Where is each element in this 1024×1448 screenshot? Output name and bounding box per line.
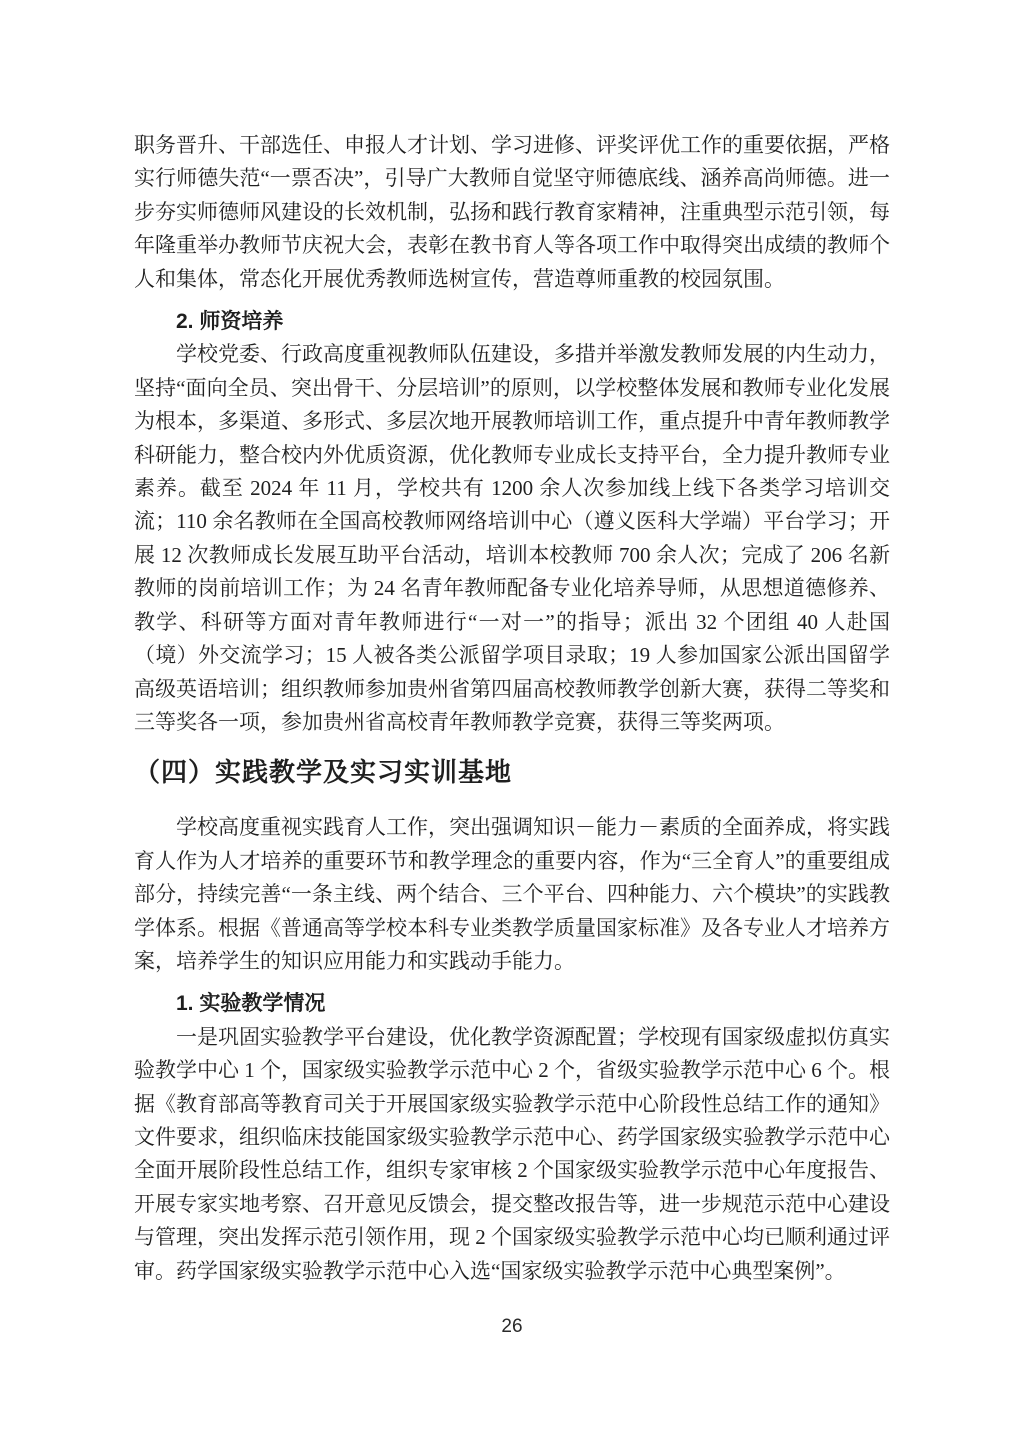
- paragraph-practice-overview: 学校高度重视实践育人工作，突出强调知识－能力－素质的全面养成，将实践育人作为人才培养的重要环节和教学理念的重要内容，作为“三全育人”的重要组成部分，持续完善“一条主线、两个结合、三个平台、四种能力、六个模块”的实践教学体系。根据《普通高等学校本科专业类教学质量国家标准》及各专业人才培养方案，培养学生的知识应用能力和实践动手能力。: [134, 815, 890, 973]
- page-content: [134, 129, 890, 1288]
- page-number: 26: [501, 1316, 523, 1337]
- heading-experiment-teaching: 1. 实验教学情况: [176, 992, 326, 1016]
- heading-practice-teaching-base: （四）实践教学及实习实训基地: [134, 757, 513, 788]
- paragraph-teacher-training: 学校党委、行政高度重视教师队伍建设，多措并举激发教师发展的内生动力，坚持“面向全员、突出骨干、分层培训”的原则，以学校整体发展和教师专业化发展为根本，多渠道、多形式、多层次地开展教师培训工作，重点提升中青年教师教学科研能力，整合校内外优质资源，优化教师专业成长支持平台，全力提升教师专业素养。截至 2024 年 11 月，学校共有 1200 余人次参加线上线下各类学习培训交流；110 余名教师在全国高校教师网络培训中心（遵义医科大学端）平台学习；开展 12 次教师成长发展互助平台活动，培训本校教师 700 余人次；完成了 206 名新教师的岗前培训工作；为 24 名青年教师配备专业化培养导师，从思想道德修养、教学、科研等方面对青年教师进行“一对一”的指导；派出 32 个团组 40 人赴国（境）外交流学习；15 人被各类公派留学项目录取；19 人参加国家公派出国留学高级英语培训；组织教师参加贵州省第四届高校教师教学创新大赛，获得二等奖和三等奖各一项，参加贵州省高校青年教师教学竞赛，获得三等奖两项。: [134, 342, 890, 734]
- paragraph-experiment-teaching: 一是巩固实验教学平台建设，优化教学资源配置；学校现有国家级虚拟仿真实验教学中心 1 个，国家级实验教学示范中心 2 个，省级实验教学示范中心 6 个。根据《教育部高等教育司关于开展国家级实验教学示范中心阶段性总结工作的通知》文件要求，组织临床技能国家级实验教学示范中心、药学国家级实验教学示范中心全面开展阶段性总结工作，组织专家审核 2 个国家级实验教学示范中心年度报告、开展专家实地考察、召开意见反馈会，提交整改报告等，进一步规范示范中心建设与管理，突出发挥示范引领作用，现 2 个国家级实验教学示范中心均已顺利通过评审。药学国家级实验教学示范中心入选“国家级实验教学示范中心典型案例”。: [134, 1024, 890, 1283]
- paragraph-teacher-ethics-continued: 职务晋升、干部选任、申报人才计划、学习进修、评奖评优工作的重要依据，严格实行师德失范“一票否决”，引导广大教师自觉坚守师德底线、涵养高尚师德。进一步夯实师德师风建设的长效机制，弘扬和践行教育家精神，注重典型示范引领，每年隆重举办教师节庆祝大会，表彰在教书育人等各项工作中取得突出成绩的教师个人和集体，常态化开展优秀教师选树宣传，营造尊师重教的校园氛围。: [134, 133, 890, 291]
- heading-teacher-training: 2. 师资培养: [176, 310, 284, 334]
